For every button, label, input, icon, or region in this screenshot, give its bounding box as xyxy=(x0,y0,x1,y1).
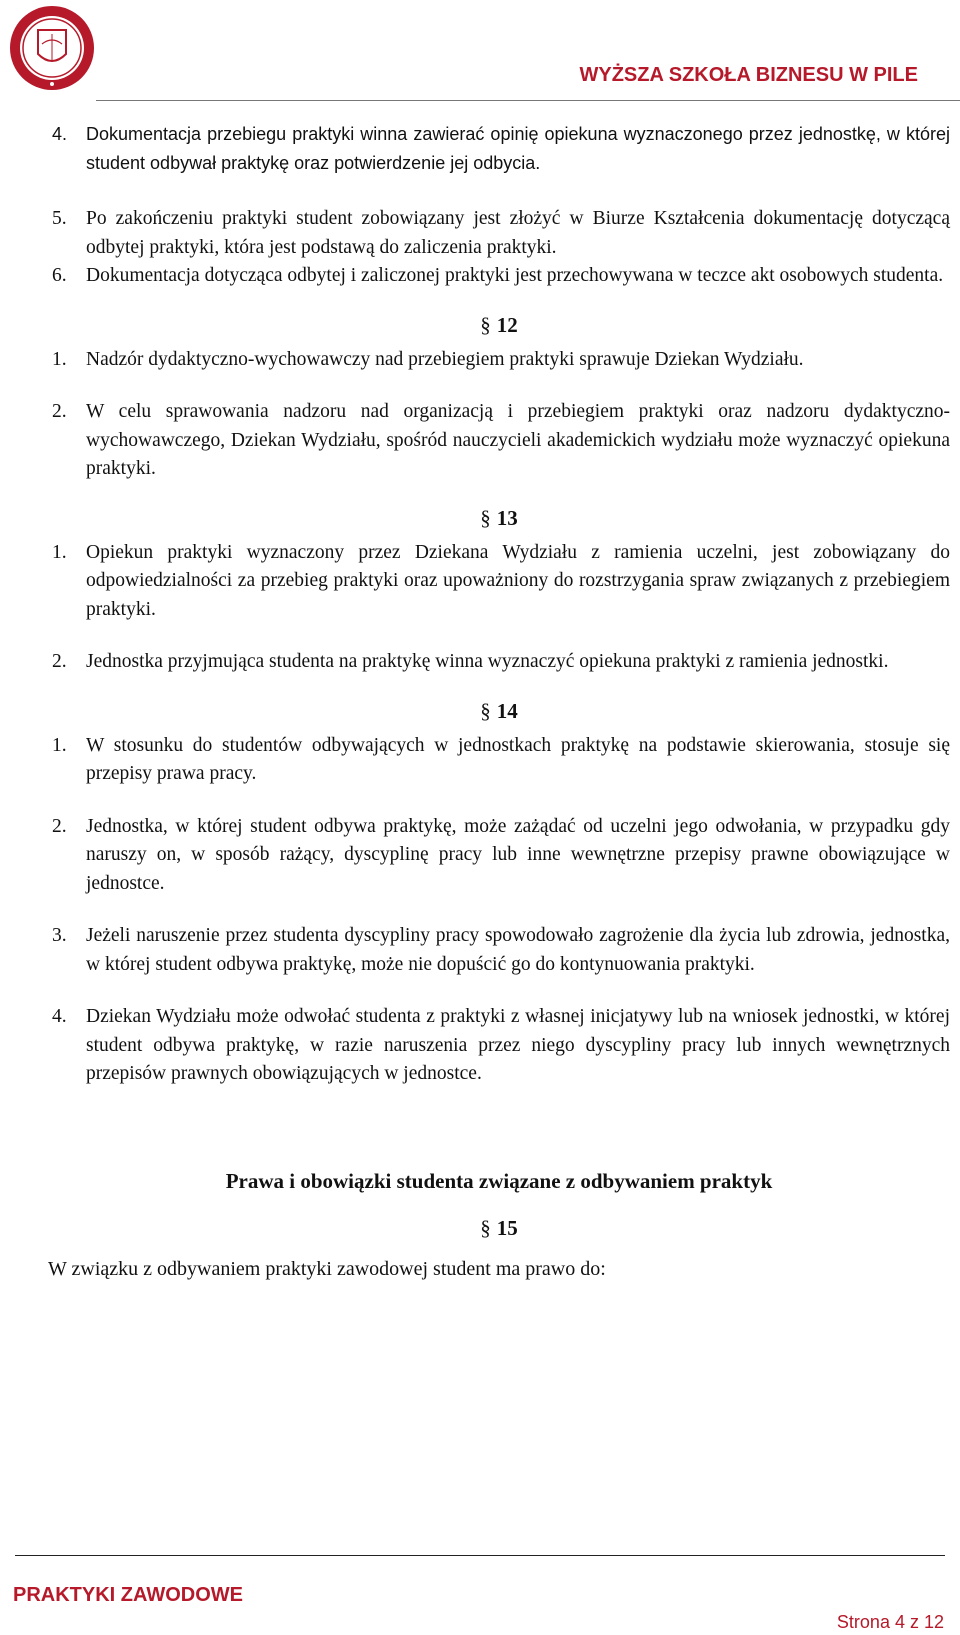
item-number: 2. xyxy=(52,401,67,422)
paragraph-sign: § xyxy=(480,1215,491,1240)
paragraph-sign: § xyxy=(480,505,491,530)
list-item xyxy=(48,398,950,484)
item-text: W celu sprawowania nadzoru nad organizacją i przebiegiem praktyki oraz nadzoru dydaktyczno-wychowawczego, Dziekan Wydziału, spośród nauczycieli akademickich wydziału może wyznaczyć opiekuna praktyki. xyxy=(86,401,950,479)
header-divider xyxy=(96,100,960,101)
list-item xyxy=(48,732,950,789)
list-item xyxy=(48,1003,950,1089)
paragraph-sign: § xyxy=(480,698,491,723)
footer-divider xyxy=(15,1555,945,1556)
section-heading-12 xyxy=(48,313,950,338)
item-text: Opiekun praktyki wyznaczony przez Dziekana Wydziału z ramienia uczelni, jest zobowiązany do odpowiedzialności za przebieg praktyki oraz upoważniony do rozstrzygania spraw związanych z przebiegiem praktyki. xyxy=(86,541,950,620)
section-intro: W związku z odbywaniem praktyki zawodowej student ma prawo do: xyxy=(48,1257,606,1280)
item-number: 1. xyxy=(52,541,67,563)
page-number: Strona 4 z 12 xyxy=(836,1612,944,1632)
list-item xyxy=(48,205,950,262)
list-item xyxy=(48,262,950,291)
header-title: WYŻSZA SZKOŁA BIZNESU W PILE xyxy=(579,64,918,86)
item-number: 2. xyxy=(52,815,67,837)
item-number: 4. xyxy=(52,1006,67,1027)
item-number: 1. xyxy=(52,734,67,756)
list-item xyxy=(48,346,950,375)
list-item xyxy=(48,120,950,177)
item-text: Jednostka przyjmująca studenta na praktykę winna wyznaczyć opiekuna praktyki z ramienia jednostki. xyxy=(86,651,889,672)
item-text: Dokumentacja przebiegu praktyki winna zawierać opinię opiekuna wyznaczonego przez jednostkę, w której student odbywał praktykę oraz potwierdzenie jej odbycia. xyxy=(86,124,950,173)
footer-title: PRAKTYKI ZAWODOWE xyxy=(13,1584,243,1606)
list-item xyxy=(48,813,950,899)
item-number: 6. xyxy=(52,265,67,286)
section-heading-13 xyxy=(48,506,950,531)
item-text: Dziekan Wydziału może odwołać studenta z praktyki z własnej inicjatywy lub na wniosek jednostki, w której student odbywa praktykę, w razie naruszenia przez niego dyscypliny pracy lub innych wewnętrznych przepisów prawnych obowiązujących w jednostce. xyxy=(86,1006,950,1084)
section-number: 14 xyxy=(496,698,518,723)
item-number: 2. xyxy=(52,651,67,672)
item-text: Jednostka, w której student odbywa praktykę, może zażądać od uczelni jego odwołania, w przypadku gdy naruszy on, w sposób rażący, dyscyplinę pracy lub inne wewnętrzne przepisy prawne obowiązujące w jednostce. xyxy=(86,815,950,894)
chapter-heading: Prawa i obowiązki studenta związane z odbywaniem praktyk xyxy=(225,1168,773,1193)
list-item xyxy=(48,539,950,625)
list-item xyxy=(48,922,950,979)
item-text: Po zakończeniu praktyki student zobowiązany jest złożyć w Biurze Kształcenia dokumentację dotyczącą odbytej praktyki, która jest podstawą do zaliczenia praktyki. xyxy=(86,208,950,258)
section-heading-14 xyxy=(48,699,950,724)
section-number: 12 xyxy=(496,312,518,337)
item-number: 4. xyxy=(52,124,68,144)
document-body xyxy=(48,120,950,1283)
item-text: Jeżeli naruszenie przez studenta dyscypliny pracy spowodowało zagrożenie dla życia lub zdrowia, jednostka, w której student odbywa praktykę, może nie dopuścić go do kontynuowania praktyki. xyxy=(86,925,950,975)
item-text: Nadzór dydaktyczno-wychowawczy nad przebiegiem praktyki sprawuje Dziekan Wydziału. xyxy=(86,348,804,370)
item-number: 3. xyxy=(52,925,67,946)
section-number: 15 xyxy=(496,1215,518,1240)
paragraph-sign: § xyxy=(480,312,491,337)
section-heading-15 xyxy=(48,1216,950,1241)
item-text: Dokumentacja dotycząca odbytej i zaliczonej praktyki jest przechowywana w teczce akt osobowych studenta. xyxy=(86,265,944,286)
item-number: 1. xyxy=(52,348,67,370)
item-number: 5. xyxy=(52,208,67,229)
section-number: 13 xyxy=(496,505,518,530)
item-text: W stosunku do studentów odbywających w jednostkach praktykę na podstawie skierowania, stosuje się przepisy prawa pracy. xyxy=(86,734,950,784)
list-item xyxy=(48,648,950,677)
